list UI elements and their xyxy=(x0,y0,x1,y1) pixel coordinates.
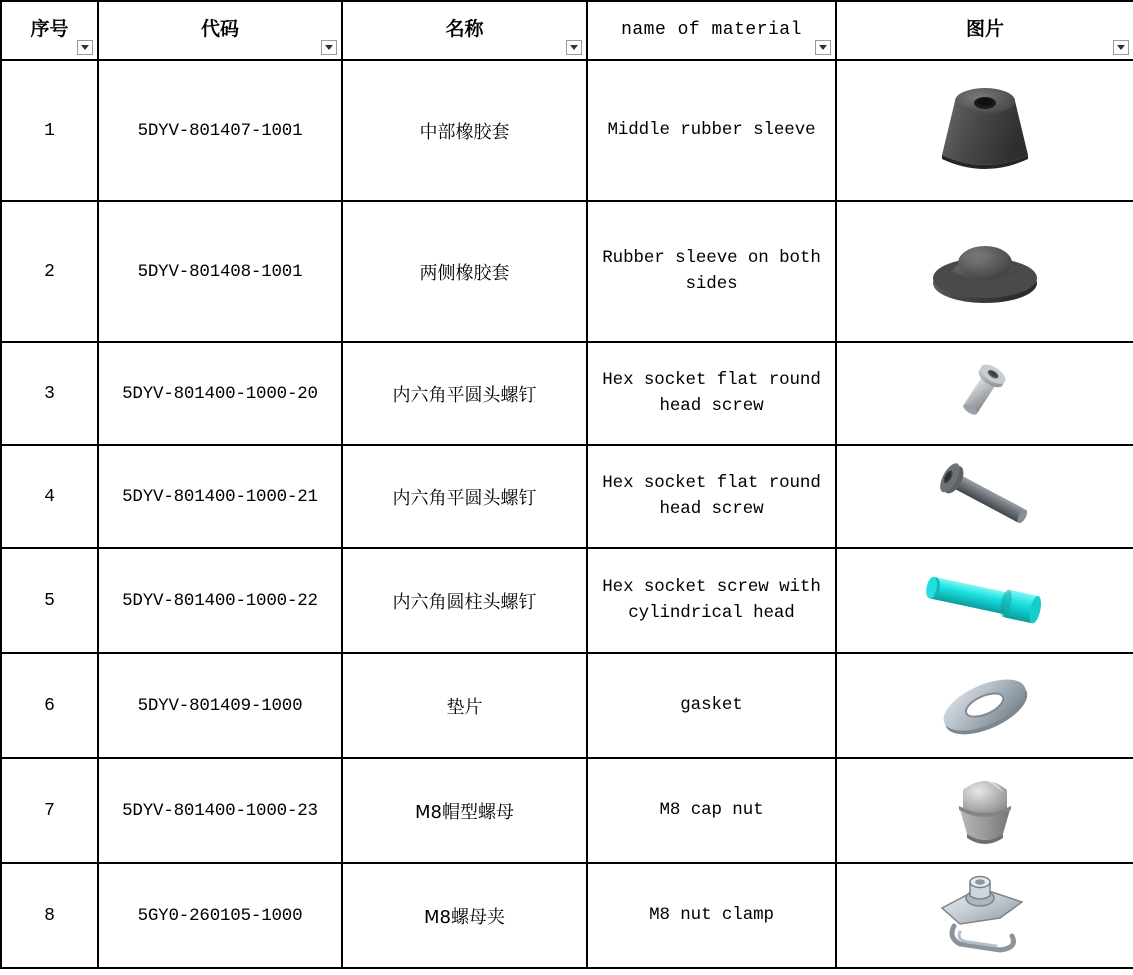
row-image-cell xyxy=(836,653,1133,758)
row-name-en: Rubber sleeve on both sides xyxy=(587,201,836,342)
column-header-index-label: 序号 xyxy=(30,19,69,41)
row-code: 5DYV-801400-1000-21 xyxy=(98,445,342,548)
column-header-name-en-label: name of material xyxy=(621,19,802,40)
table-row xyxy=(1,445,1133,548)
row-index: 7 xyxy=(1,758,98,863)
column-header-code xyxy=(98,1,342,60)
filter-dropdown-icon-image[interactable] xyxy=(1113,40,1129,55)
row-code: 5DYV-801400-1000-22 xyxy=(98,548,342,653)
filter-dropdown-icon-name[interactable] xyxy=(566,40,582,55)
row-name: 内六角圆柱头螺钉 xyxy=(342,548,587,653)
row-name-en: Middle rubber sleeve xyxy=(587,60,836,201)
row-name-en: M8 cap nut xyxy=(587,758,836,863)
table-row xyxy=(1,548,1133,653)
table-row xyxy=(1,201,1133,342)
row-name-en: Hex socket flat round head screw xyxy=(587,445,836,548)
row-name-en: gasket xyxy=(587,653,836,758)
gasket-washer-image xyxy=(925,669,1045,743)
row-code: 5DYV-801408-1001 xyxy=(98,201,342,342)
row-image-cell xyxy=(836,548,1133,653)
row-index: 6 xyxy=(1,653,98,758)
column-header-image xyxy=(836,1,1133,60)
row-name: M8螺母夹 xyxy=(342,863,587,968)
row-image-cell xyxy=(836,201,1133,342)
column-header-name-label: 名称 xyxy=(445,19,484,41)
row-name-en: Hex socket flat round head screw xyxy=(587,342,836,445)
row-code: 5GY0-260105-1000 xyxy=(98,863,342,968)
filter-dropdown-icon-code[interactable] xyxy=(321,40,337,55)
row-name-en: M8 nut clamp xyxy=(587,863,836,968)
row-index: 2 xyxy=(1,201,98,342)
row-index: 4 xyxy=(1,445,98,548)
rubber-sleeve-both-sides-image xyxy=(924,233,1046,311)
row-code: 5DYV-801400-1000-20 xyxy=(98,342,342,445)
row-index: 8 xyxy=(1,863,98,968)
row-index: 5 xyxy=(1,548,98,653)
row-image-cell xyxy=(836,342,1133,445)
row-index: 3 xyxy=(1,342,98,445)
column-header-name-en xyxy=(587,1,836,60)
column-header-image-label: 图片 xyxy=(965,19,1004,41)
filter-dropdown-icon-name-en[interactable] xyxy=(815,40,831,55)
rubber-sleeve-middle-image xyxy=(925,85,1045,177)
row-name: 垫片 xyxy=(342,653,587,758)
hex-socket-cylindrical-head-screw-image xyxy=(910,566,1060,636)
table-header-row xyxy=(1,1,1133,60)
column-header-code-label: 代码 xyxy=(200,19,239,41)
row-code: 5DYV-801407-1001 xyxy=(98,60,342,201)
row-name: 中部橡胶套 xyxy=(342,60,587,201)
row-name: M8帽型螺母 xyxy=(342,758,587,863)
table-row xyxy=(1,342,1133,445)
table-row xyxy=(1,758,1133,863)
row-name: 内六角平圆头螺钉 xyxy=(342,445,587,548)
row-name-en: Hex socket screw with cylindrical head xyxy=(587,548,836,653)
hex-socket-flat-round-head-screw-short-image xyxy=(931,353,1039,435)
m8-cap-nut-image xyxy=(937,768,1033,854)
column-header-index xyxy=(1,1,98,60)
table-row xyxy=(1,653,1133,758)
row-name: 两侧橡胶套 xyxy=(342,201,587,342)
row-image-cell xyxy=(836,445,1133,548)
row-name: 内六角平圆头螺钉 xyxy=(342,342,587,445)
row-image-cell xyxy=(836,863,1133,968)
column-header-name xyxy=(342,1,587,60)
table-row xyxy=(1,863,1133,968)
row-image-cell xyxy=(836,60,1133,201)
row-image-cell xyxy=(836,758,1133,863)
row-code: 5DYV-801409-1000 xyxy=(98,653,342,758)
filter-dropdown-icon-index[interactable] xyxy=(77,40,93,55)
row-code: 5DYV-801400-1000-23 xyxy=(98,758,342,863)
row-index: 1 xyxy=(1,60,98,201)
table-row xyxy=(1,60,1133,201)
m8-nut-clamp-image xyxy=(926,874,1044,958)
hex-socket-flat-round-head-screw-long-image xyxy=(915,457,1055,537)
